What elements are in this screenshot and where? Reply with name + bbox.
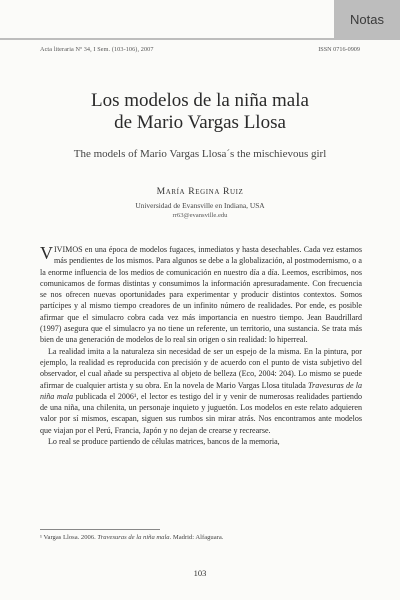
drop-cap: V: [40, 243, 53, 263]
paragraph-2-text-a: La realidad imita a la naturaleza sin necesidad de ser un espejo de la misma. En la pintura, por ejemplo, la realidad es reproducida con precisión y de acuerdo con el punto de vista subjetivo del observador, el cual añade su perspectiva al objeto de belleza (Eco, 2004: 204). Lo mismo se puede afirmar de cualquier artista y su obra. En la novela de Mario Vargas Llosa titulada: [40, 346, 362, 390]
author-affiliation: Universidad de Evansville en Indiana, USA: [135, 201, 265, 210]
issn: ISSN 0716-0909: [318, 46, 360, 53]
title-line-2: de Mario Vargas Llosa: [114, 112, 286, 133]
section-tab: [334, 0, 400, 38]
article-title: [40, 90, 360, 134]
footnote-title: Travesuras de la niña mala: [97, 534, 170, 541]
paragraph-2: [40, 346, 362, 436]
paragraph-2-text-b: publicada el 2006¹, el lector es testigo del ir y venir de numerosas realidades partiendo de una niña, una chilenita, un personaje inquieto y juguetón. Los modelos en este relato adquieren valor por sí mismos, escapan, siguen sus rumbos sin mirar atrás. Nos encontramos ante modelos que viajan por el Perú, Francia, Japón y no dejan de crearse y recrearse.: [40, 391, 362, 435]
article-body: [40, 244, 362, 447]
footnote-publisher: . Madrid: Alfaguara.: [169, 534, 224, 541]
journal-reference: Acta literaria Nº 34, I Sem. (103-106), 2007: [40, 46, 154, 53]
header-rule: [0, 38, 400, 40]
footnote: [40, 534, 360, 541]
title-line-1: Los modelos de la niña mala: [91, 90, 309, 111]
novel-title: Travesuras de la niña mala: [40, 380, 363, 401]
paragraph-3-text: Lo real se produce partiendo de células matrices, bancos de la memoria,: [48, 437, 280, 447]
paragraph-1-text: IVIMOS en una época de modelos fugaces, inmediatos y hasta desechables. Cada vez estamos más pendientes de los mismos. Para algunos se debe a la globalización, al postmodernismo, o a la enorme influencia de los medios de comunicación en nuestro día a día. Leemos, escribimos, nos comunicamos de formas distintas y consumimos la información apresuradamente. Con frecuencia se nos ofrecen nuevas oportunidades para experimentar y producir distintos contextos. Somos partícipes y al mismo tiempo creadores de un infinito número de realidades. Por ende, es posible afirmar que el simulacro cobra cada vez más importancia en nuestro tiempo. Jean Baudrillard (1997) asegura que el simulacro ya no tiene un referente, un territorio, una sustancia. Se trata más bien de una generación de modelos de lo real sin origen o sin realidad: lo hiperreal.: [40, 245, 362, 345]
author-email[interactable]: rr63@evansville.edu: [172, 212, 228, 219]
author-name: María Regina Ruiz: [156, 186, 244, 197]
footnote-author: Vargas Llosa. 2006.: [43, 534, 98, 541]
page-number: 103: [193, 568, 207, 578]
paragraph-3: [40, 436, 362, 447]
section-label: Notas: [350, 11, 384, 27]
paragraph-1: [40, 244, 362, 346]
footnote-marker: ¹: [40, 534, 42, 541]
article-subtitle: The models of Mario Vargas Llosa´s the mischievous girl: [73, 148, 327, 160]
footnote-rule: [40, 529, 160, 530]
